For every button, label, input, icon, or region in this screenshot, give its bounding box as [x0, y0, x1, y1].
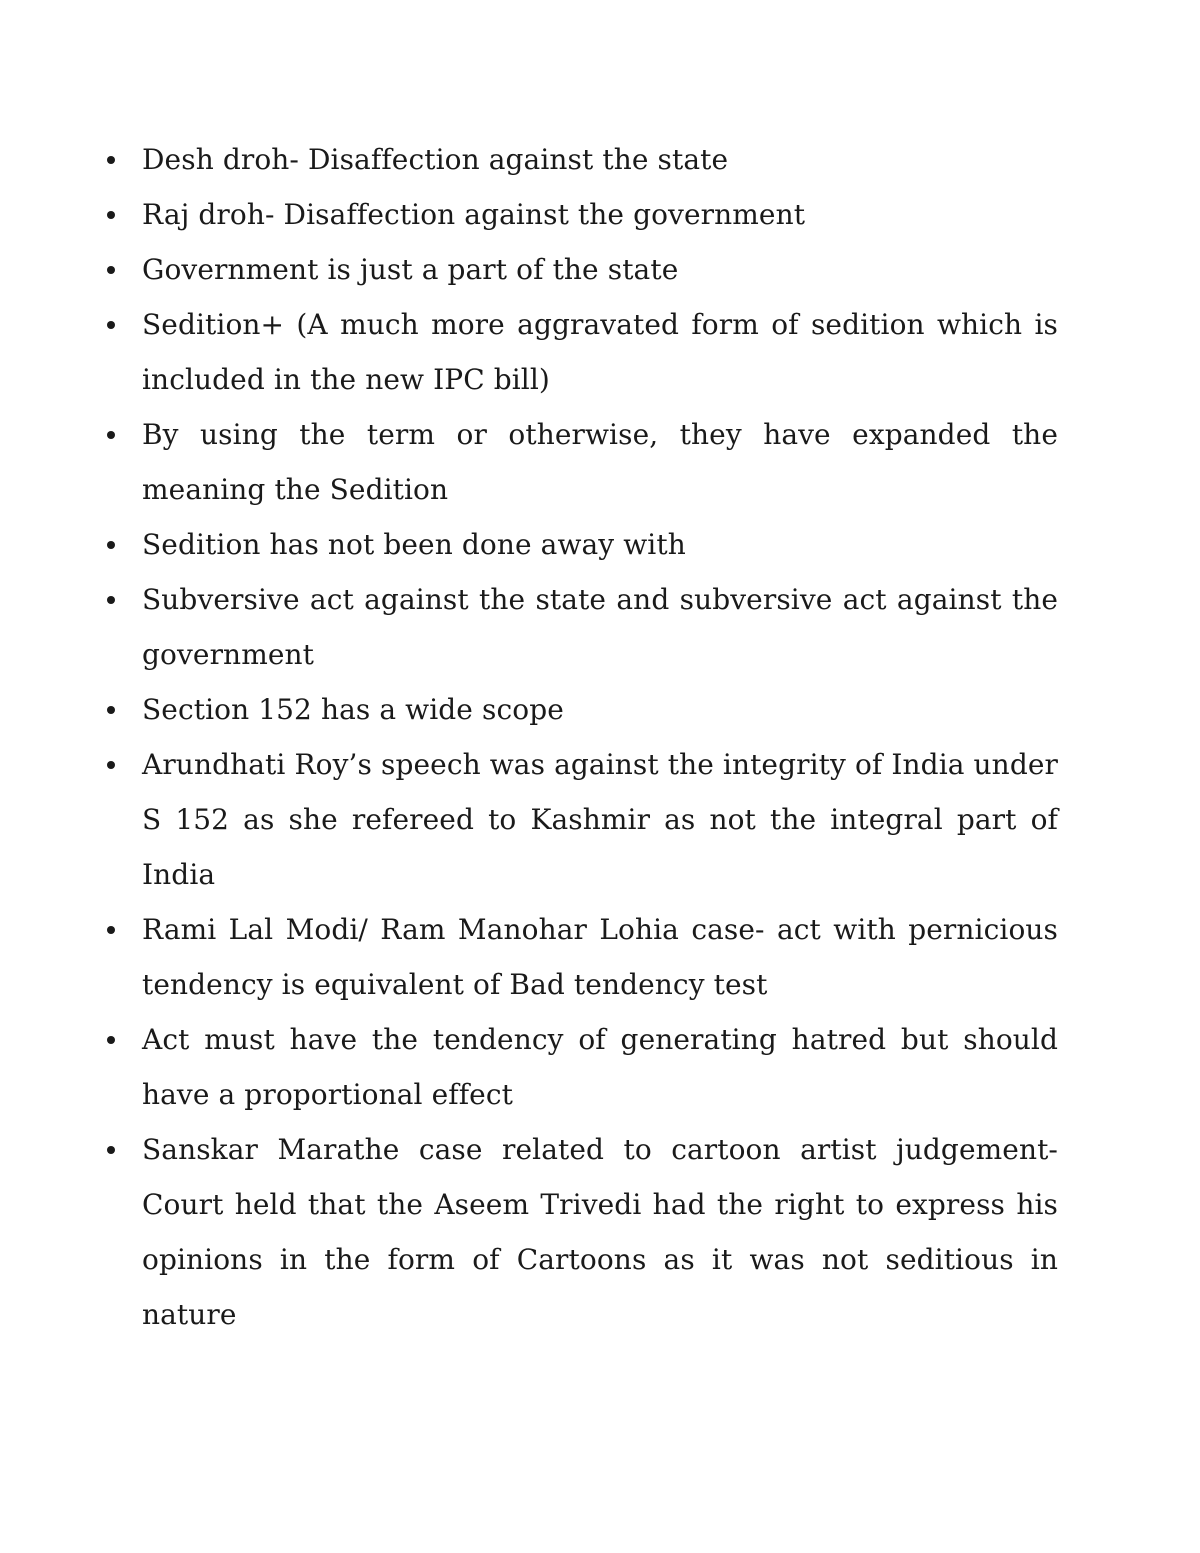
list-item: [104, 1012, 1058, 1122]
bullet-icon: [104, 242, 142, 297]
bullet-list: [104, 132, 1058, 1342]
list-item: [104, 242, 1058, 297]
list-item-text: Government is just a part of the state: [142, 253, 679, 286]
list-item: [104, 517, 1058, 572]
bullet-icon: [104, 572, 142, 627]
bullet-icon: [104, 187, 142, 242]
list-item-text: Raj droh- Disaffection against the government: [142, 198, 806, 231]
list-item-text: Desh droh- Disaffection against the state: [142, 143, 729, 176]
list-item: [104, 1122, 1058, 1342]
list-item-text: Sanskar Marathe case related to cartoon artist judgement- Court held that the Aseem Trivedi had the right to express his opinions in the form of Cartoons as it was not seditious in nature: [142, 1133, 1058, 1331]
bullet-icon: [104, 1012, 142, 1067]
list-item-text: Rami Lal Modi/ Ram Manohar Lohia case- act with pernicious tendency is equivalent of Bad tendency test: [142, 913, 1058, 1001]
list-item-text: By using the term or otherwise, they have expanded the meaning the Sedition: [142, 418, 1058, 506]
list-item: [104, 682, 1058, 737]
list-item-text: Act must have the tendency of generating hatred but should have a proportional effect: [142, 1023, 1058, 1111]
list-item-text: Subversive act against the state and subversive act against the government: [142, 583, 1058, 671]
list-item: [104, 572, 1058, 682]
bullet-icon: [104, 1122, 142, 1177]
list-item-text: Arundhati Roy’s speech was against the integrity of India under S 152 as she refereed to Kashmir as not the integral part of India: [142, 748, 1058, 891]
list-item: [104, 902, 1058, 1012]
list-item-text: Section 152 has a wide scope: [142, 693, 564, 726]
list-item-text: Sedition has not been done away with: [142, 528, 686, 561]
list-item-text: Sedition+ (A much more aggravated form of sedition which is included in the new IPC bill): [142, 308, 1058, 396]
bullet-icon: [104, 902, 142, 957]
list-item: [104, 132, 1058, 187]
bullet-icon: [104, 297, 142, 352]
bullet-icon: [104, 517, 142, 572]
list-item: [104, 187, 1058, 242]
bullet-icon: [104, 132, 142, 187]
bullet-icon: [104, 407, 142, 462]
list-item: [104, 407, 1058, 517]
list-item: [104, 297, 1058, 407]
bullet-icon: [104, 737, 142, 792]
bullet-icon: [104, 682, 142, 737]
list-item: [104, 737, 1058, 902]
